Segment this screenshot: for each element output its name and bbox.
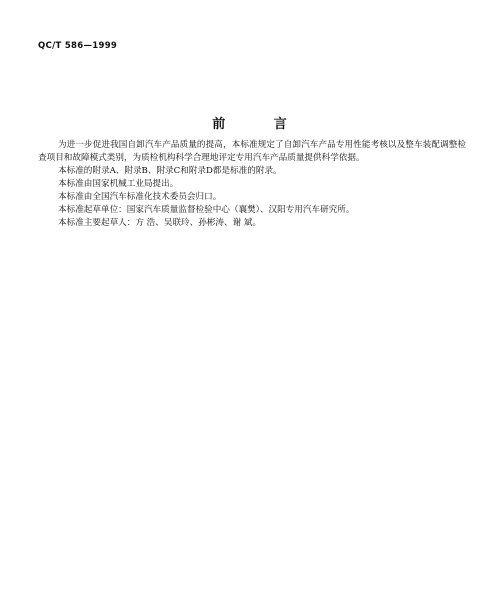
paragraph-managed-by: 本标准由全国汽车标准化技术委员会归口。 [58, 192, 222, 202]
paragraph-purpose: 为进一步促进我国自卸汽车产品质量的提高，本标准规定了自卸汽车产品专用性能考核以及整车装配调整检查项目和故障模式类别，为质检机构科学合理地评定专用汽车产品质量提供科学依据。 [38, 140, 466, 163]
paragraph-drafters: 本标准主要起草人：方 浩、吴联玲、孙彬涛、谢 斌。 [58, 218, 262, 228]
paragraph-appendices: 本标准的附录A、附录B、附录C和附录D都是标准的附录。 [58, 166, 282, 176]
paragraph-proposed-by: 本标准由国家机械工业局提出。 [58, 179, 179, 189]
paragraph-drafting-units: 本标准起草单位：国家汽车质量监督检验中心（襄樊）、汉阳专用汽车研究所。 [58, 205, 355, 215]
foreword-title: 前 言 [212, 117, 309, 132]
standard-code: QC/T 586—1999 [38, 41, 118, 51]
foreword-body [38, 139, 466, 230]
